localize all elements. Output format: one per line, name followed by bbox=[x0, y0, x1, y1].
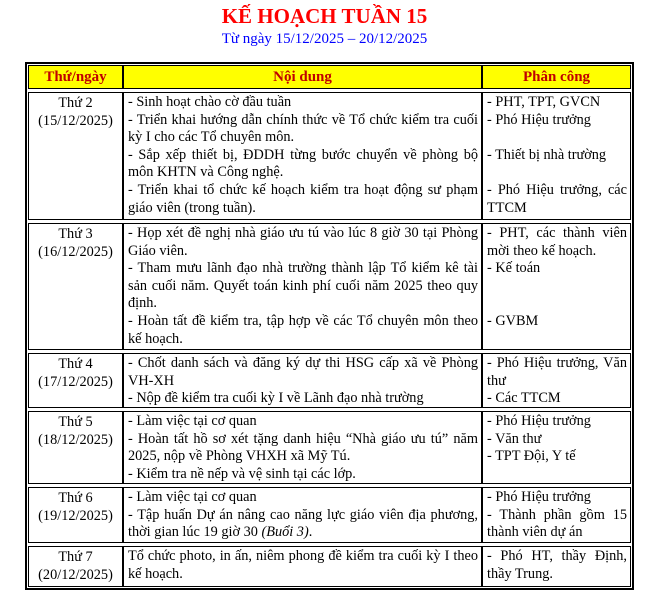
row-content-cell bbox=[123, 411, 482, 484]
content-item: - Sắp xếp thiết bị, ĐDDH từng bước chuyển về phòng bộ môn KHTN và Công nghệ. bbox=[128, 146, 478, 181]
content-item: - Triển khai hướng dẫn chính thức về Tổ chức kiểm tra cuối kỳ I cho các Tổ chuyên môn. bbox=[128, 111, 478, 146]
row-content-cell bbox=[123, 223, 482, 350]
row-content-cell bbox=[123, 92, 482, 220]
content-item: - Tham mưu lãnh đạo nhà trường thành lập Tổ kiểm kê tài sản cuối năm. Quyết toán kinh phí cuối năm 2025 theo quy định. bbox=[128, 260, 478, 312]
document-subtitle: Từ ngày 15/12/2025 – 20/12/2025 bbox=[221, 31, 428, 47]
content-item: - Làm việc tại cơ quan bbox=[128, 413, 257, 429]
assign-item: - PHT, TPT, GVCN bbox=[487, 94, 601, 110]
document-title: KẾ HOẠCH TUẦN 15 bbox=[221, 4, 428, 28]
row-assign-cell bbox=[482, 92, 631, 220]
header-assign-label: Phân công bbox=[522, 69, 591, 85]
session-note: (Buổi 3) bbox=[261, 524, 309, 541]
row-date: (17/12/2025) bbox=[38, 373, 113, 390]
row-day: Thứ 4 bbox=[58, 356, 93, 372]
row-day-cell bbox=[28, 411, 123, 484]
assign-item: - PHT, các thành viên mời theo kế hoạch. bbox=[487, 225, 627, 259]
content-item: - Tập huấn Dự án nâng cao năng lực giáo viên địa phương, thời gian lúc 19 giờ 30 bbox=[128, 506, 478, 541]
assign-item: - Thành phần gồm 15 thành viên dự án bbox=[487, 506, 627, 541]
content-item: - Làm việc tại cơ quan bbox=[128, 489, 257, 505]
row-day: Thứ 6 bbox=[58, 490, 93, 506]
header-content-label: Nội dung bbox=[273, 69, 332, 85]
assign-item: - Phó Hiệu trưởng bbox=[487, 489, 591, 505]
content-item: - Sinh hoạt chào cờ đầu tuần bbox=[128, 94, 292, 110]
header-content bbox=[123, 65, 482, 89]
row-date: (15/12/2025) bbox=[38, 112, 113, 129]
spacer bbox=[487, 129, 627, 147]
assign-item: - Phó Hiệu trưởng bbox=[487, 111, 591, 128]
assign-item: - Phó Hiệu trưởng, các TTCM bbox=[487, 181, 627, 216]
row-content-cell bbox=[123, 487, 482, 543]
header-day bbox=[28, 65, 123, 89]
row-day: Thứ 3 bbox=[58, 226, 93, 242]
assign-item: - Phó Hiệu trưởng bbox=[487, 413, 591, 429]
row-assign-cell bbox=[482, 353, 631, 408]
row-date: (16/12/2025) bbox=[38, 243, 113, 260]
assign-item: - Văn thư bbox=[487, 430, 542, 447]
assign-item: - Các TTCM bbox=[487, 390, 561, 407]
content-item: - Kiểm tra nề nếp và vệ sinh tại các lớp. bbox=[128, 465, 356, 482]
content-item: - Triển khai tổ chức kế hoạch kiểm tra hoạt động sư phạm giáo viên (trong tuần). bbox=[128, 181, 478, 216]
content-item: - Hoàn tất đề kiểm tra, tập hợp về các Tổ chuyên môn theo kế hoạch. bbox=[128, 312, 478, 347]
assign-item: - Phó HT, thầy Định, thầy Trung. bbox=[487, 548, 627, 582]
header-day-label: Thứ/ngày bbox=[44, 69, 107, 85]
row-day-cell bbox=[28, 223, 123, 350]
row-day-cell bbox=[28, 546, 123, 587]
row-date: (20/12/2025) bbox=[38, 566, 113, 583]
row-day: Thứ 7 bbox=[58, 549, 93, 565]
row-assign-cell bbox=[482, 223, 631, 350]
content-item: Tổ chức photo, in ấn, niêm phong đề kiểm tra cuối kỳ I theo kế hoạch. bbox=[128, 548, 478, 582]
row-day: Thứ 2 bbox=[58, 95, 93, 111]
spacer bbox=[487, 278, 627, 296]
content-item: - Hoàn tất hồ sơ xét tặng danh hiệu “Nhà giáo ưu tú” năm 2025, nộp về Phòng VHXH xã Mỹ Tú. bbox=[128, 430, 478, 465]
row-assign-cell bbox=[482, 411, 631, 484]
row-content-cell bbox=[123, 353, 482, 408]
row-assign-cell bbox=[482, 487, 631, 543]
row-day-cell bbox=[28, 487, 123, 543]
content-item-with-note bbox=[128, 507, 478, 542]
spacer bbox=[487, 164, 627, 182]
row-day: Thứ 5 bbox=[58, 414, 93, 430]
row-assign-cell bbox=[482, 546, 631, 587]
assign-item: - TPT Đội, Y tế bbox=[487, 448, 576, 465]
row-date: (18/12/2025) bbox=[38, 431, 113, 448]
assign-item: - Kế toán bbox=[487, 260, 541, 277]
row-day-cell bbox=[28, 353, 123, 408]
content-item: - Chốt danh sách và đăng ký dự thi HSG cấp xã về Phòng VH-XH bbox=[128, 355, 478, 389]
row-date: (19/12/2025) bbox=[38, 507, 113, 524]
assign-item: - GVBM bbox=[487, 312, 539, 329]
header-assign bbox=[482, 65, 631, 89]
content-tail: . bbox=[308, 524, 313, 541]
assign-item: - Thiết bị nhà trường bbox=[487, 146, 607, 163]
row-content-cell bbox=[123, 546, 482, 587]
spacer bbox=[487, 295, 627, 313]
row-day-cell bbox=[28, 92, 123, 220]
assign-item: - Phó Hiệu trưởng, Văn thư bbox=[487, 355, 627, 389]
content-item: - Nộp đề kiểm tra cuối kỳ I về Lãnh đạo nhà trường bbox=[128, 390, 424, 407]
content-item: - Họp xét đề nghị nhà giáo ưu tú vào lúc 8 giờ 30 tại Phòng Giáo viên. bbox=[128, 225, 478, 259]
